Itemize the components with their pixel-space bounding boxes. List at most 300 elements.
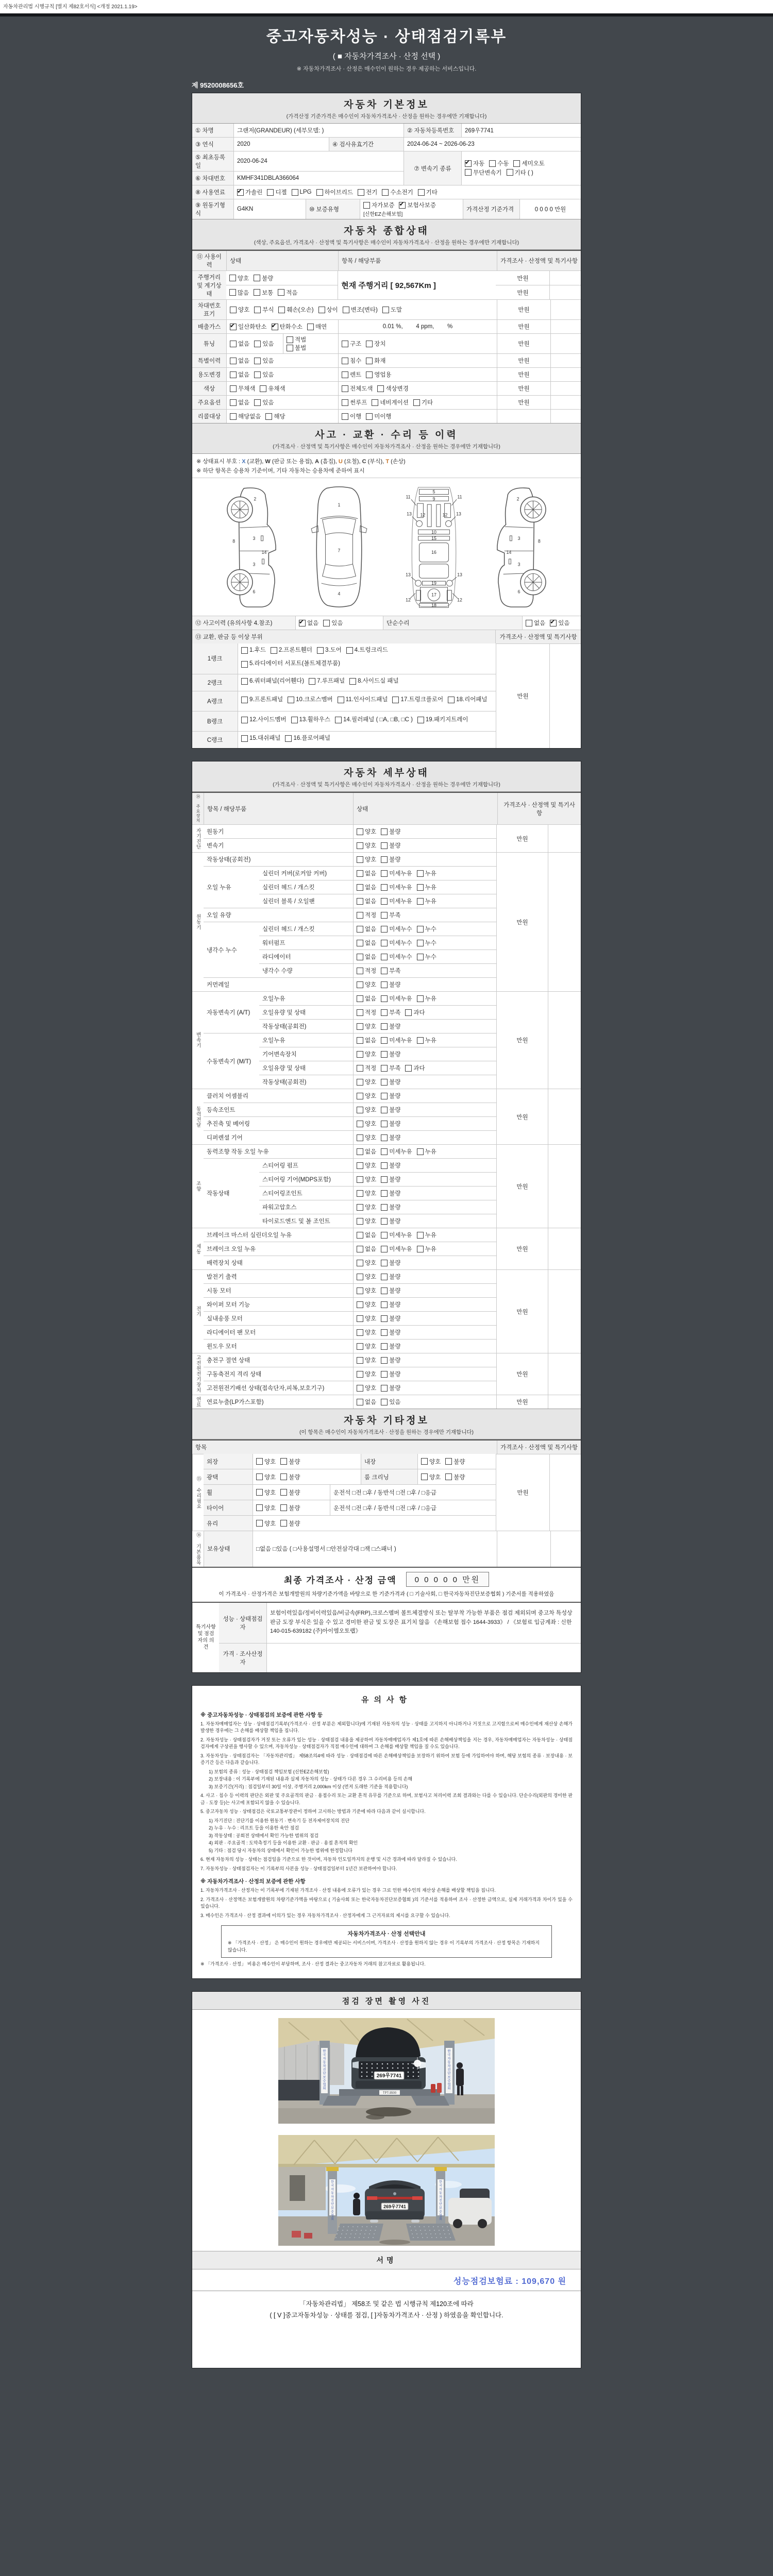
checkbox-option[interactable]: [342, 340, 361, 348]
checkbox-option[interactable]: [357, 1328, 376, 1336]
checkbox-icon[interactable]: [445, 1473, 452, 1480]
checkbox-option[interactable]: [254, 398, 274, 406]
checkbox-option[interactable]: [381, 841, 400, 850]
checkbox-icon[interactable]: [357, 940, 363, 946]
checkbox-option[interactable]: [357, 897, 376, 905]
checkbox-option[interactable]: [357, 1300, 376, 1309]
checkbox-icon[interactable]: [342, 341, 348, 347]
checkbox-option[interactable]: [342, 398, 367, 406]
checkbox-icon[interactable]: [381, 1065, 388, 1072]
checkbox-option[interactable]: [299, 619, 318, 627]
checkbox-icon[interactable]: [363, 202, 370, 209]
checkbox-option[interactable]: [346, 645, 388, 656]
checkbox-icon[interactable]: [381, 1079, 388, 1086]
checkbox-icon[interactable]: [357, 1121, 363, 1127]
checkbox-icon[interactable]: [381, 898, 388, 905]
checkbox-icon[interactable]: [280, 1473, 287, 1480]
checkbox-option[interactable]: [342, 357, 361, 365]
checkbox-option[interactable]: [357, 1217, 376, 1225]
checkbox-option[interactable]: [317, 645, 342, 656]
checkbox-icon[interactable]: [381, 828, 388, 835]
checkbox-icon[interactable]: [254, 399, 261, 406]
checkbox-option[interactable]: [241, 676, 304, 687]
checkbox-option[interactable]: [241, 733, 280, 744]
checkbox-option[interactable]: [465, 168, 502, 177]
checkbox-icon[interactable]: [357, 1329, 363, 1336]
checkbox-option[interactable]: [445, 1458, 465, 1466]
checkbox-option[interactable]: [381, 1161, 400, 1170]
checkbox-icon[interactable]: [381, 1176, 388, 1183]
checkbox-option[interactable]: [363, 201, 394, 209]
checkbox-icon[interactable]: [372, 399, 378, 406]
checkbox-icon[interactable]: [417, 1246, 424, 1252]
checkbox-option[interactable]: [241, 715, 287, 726]
checkbox-option[interactable]: [230, 384, 255, 393]
checkbox-option[interactable]: [323, 619, 343, 627]
checkbox-option[interactable]: [526, 619, 545, 627]
checked-checkbox-icon[interactable]: [550, 620, 557, 626]
checkbox-option[interactable]: [372, 398, 409, 406]
checkbox-option[interactable]: [271, 645, 312, 656]
checkbox-icon[interactable]: [357, 1399, 363, 1405]
checkbox-icon[interactable]: [366, 371, 373, 378]
checkbox-icon[interactable]: [357, 981, 363, 988]
checkbox-icon[interactable]: [230, 341, 237, 347]
checkbox-icon[interactable]: [417, 954, 424, 960]
checkbox-option[interactable]: [241, 694, 283, 706]
checkbox-icon[interactable]: [381, 1190, 388, 1197]
checkbox-option[interactable]: [417, 715, 468, 726]
checkbox-icon[interactable]: [381, 1371, 388, 1378]
checkbox-icon[interactable]: [421, 1458, 428, 1465]
checkbox-option[interactable]: [288, 694, 333, 706]
checkbox-icon[interactable]: [381, 856, 388, 863]
checkbox-icon[interactable]: [346, 647, 353, 654]
checkbox-option[interactable]: [381, 869, 412, 877]
checkbox-icon[interactable]: [366, 413, 373, 420]
checkbox-icon[interactable]: [413, 399, 420, 406]
checkbox-option[interactable]: [230, 340, 249, 348]
checkbox-icon[interactable]: [288, 697, 294, 703]
checkbox-icon[interactable]: [381, 912, 388, 919]
checkbox-icon[interactable]: [292, 189, 298, 196]
checkbox-option[interactable]: [292, 189, 312, 196]
checkbox-option[interactable]: [265, 412, 285, 420]
checkbox-option[interactable]: [357, 1050, 376, 1058]
checkbox-icon[interactable]: [381, 995, 388, 1002]
checkbox-option[interactable]: [381, 1203, 400, 1211]
checkbox-icon[interactable]: [381, 1274, 388, 1280]
checkbox-option[interactable]: [381, 1370, 400, 1378]
checkbox-option[interactable]: [381, 1300, 400, 1309]
checkbox-option[interactable]: [448, 694, 487, 706]
checkbox-icon[interactable]: [381, 1357, 388, 1364]
checkbox-icon[interactable]: [285, 735, 292, 742]
checkbox-option[interactable]: [381, 1384, 400, 1392]
checkbox-option[interactable]: [357, 1189, 376, 1197]
checkbox-icon[interactable]: [417, 1148, 424, 1155]
checkbox-icon[interactable]: [280, 1520, 287, 1527]
checkbox-option[interactable]: [357, 1286, 376, 1295]
checkbox-icon[interactable]: [357, 1134, 363, 1141]
checkbox-icon[interactable]: [342, 385, 348, 392]
checkbox-option[interactable]: [256, 1473, 276, 1481]
checkbox-option[interactable]: [291, 715, 330, 726]
checked-checkbox-icon[interactable]: [230, 324, 237, 330]
checkbox-option[interactable]: [413, 398, 433, 406]
checkbox-icon[interactable]: [357, 1260, 363, 1266]
checkbox-option[interactable]: [357, 1147, 376, 1156]
checkbox-option[interactable]: [405, 1064, 425, 1072]
checkbox-option[interactable]: [229, 274, 249, 282]
checkbox-option[interactable]: [417, 939, 436, 947]
checkbox-option[interactable]: [381, 1078, 400, 1086]
checkbox-icon[interactable]: [381, 1204, 388, 1211]
checkbox-icon[interactable]: [357, 1162, 363, 1169]
checkbox-icon[interactable]: [465, 169, 472, 176]
checkbox-option[interactable]: [230, 323, 267, 331]
checkbox-option[interactable]: [381, 1286, 400, 1295]
checkbox-option[interactable]: [287, 344, 306, 352]
checkbox-icon[interactable]: [256, 1520, 263, 1527]
checkbox-option[interactable]: [381, 1259, 400, 1267]
checkbox-icon[interactable]: [230, 399, 237, 406]
checkbox-option[interactable]: [418, 188, 438, 196]
checkbox-option[interactable]: [254, 289, 273, 297]
checkbox-option[interactable]: [381, 1245, 412, 1253]
checkbox-option[interactable]: [357, 1133, 376, 1142]
checkbox-option[interactable]: [256, 1488, 276, 1497]
checkbox-icon[interactable]: [381, 1301, 388, 1308]
checkbox-icon[interactable]: [357, 1371, 363, 1378]
checkbox-icon[interactable]: [381, 1315, 388, 1322]
checkbox-icon[interactable]: [229, 289, 236, 296]
checkbox-option[interactable]: [381, 1175, 400, 1183]
checkbox-icon[interactable]: [357, 898, 363, 905]
checkbox-icon[interactable]: [271, 647, 277, 654]
checkbox-option[interactable]: [382, 306, 402, 314]
checkbox-icon[interactable]: [392, 697, 399, 703]
checkbox-option[interactable]: [381, 1050, 400, 1058]
checkbox-icon[interactable]: [309, 678, 315, 685]
checkbox-icon[interactable]: [280, 1504, 287, 1511]
checkbox-icon[interactable]: [357, 1218, 363, 1225]
checkbox-option[interactable]: [465, 159, 484, 167]
checkbox-option[interactable]: [256, 1519, 276, 1528]
checkbox-icon[interactable]: [381, 1121, 388, 1127]
checkbox-option[interactable]: [230, 398, 249, 406]
checkbox-icon[interactable]: [357, 1051, 363, 1058]
checkbox-option[interactable]: [357, 841, 376, 850]
checkbox-icon[interactable]: [417, 884, 424, 891]
checkbox-option[interactable]: [357, 1384, 376, 1392]
checkbox-option[interactable]: [405, 1008, 425, 1016]
checkbox-icon[interactable]: [256, 1458, 263, 1465]
checkbox-option[interactable]: [357, 1078, 376, 1086]
checkbox-option[interactable]: [417, 869, 436, 877]
checkbox-icon[interactable]: [381, 1107, 388, 1113]
checkbox-icon[interactable]: [357, 870, 363, 877]
checkbox-icon[interactable]: [357, 842, 363, 849]
checkbox-icon[interactable]: [260, 385, 266, 392]
checkbox-icon[interactable]: [230, 307, 237, 313]
checkbox-option[interactable]: [417, 1245, 436, 1253]
checkbox-option[interactable]: [421, 1473, 441, 1481]
checkbox-option[interactable]: [382, 188, 413, 196]
checkbox-icon[interactable]: [230, 385, 237, 392]
checkbox-icon[interactable]: [381, 1218, 388, 1225]
checkbox-option[interactable]: [417, 953, 436, 961]
checkbox-option[interactable]: [357, 925, 376, 933]
checkbox-option[interactable]: [381, 925, 412, 933]
checkbox-icon[interactable]: [287, 345, 293, 351]
checkbox-icon[interactable]: [291, 717, 298, 723]
checkbox-icon[interactable]: [357, 954, 363, 960]
checkbox-option[interactable]: [381, 1064, 400, 1072]
checkbox-option[interactable]: [278, 306, 313, 314]
checkbox-option[interactable]: [357, 1314, 376, 1323]
checkbox-icon[interactable]: [342, 399, 348, 406]
checkbox-icon[interactable]: [254, 371, 261, 378]
checkbox-option[interactable]: [417, 897, 436, 905]
checkbox-option[interactable]: [381, 1314, 400, 1323]
checkbox-icon[interactable]: [417, 940, 424, 946]
checked-checkbox-icon[interactable]: [465, 160, 472, 167]
checkbox-icon[interactable]: [349, 678, 356, 685]
checkbox-icon[interactable]: [381, 1343, 388, 1350]
checkbox-icon[interactable]: [357, 1385, 363, 1392]
checkbox-option[interactable]: [381, 1133, 400, 1142]
checkbox-option[interactable]: [357, 1273, 376, 1281]
checkbox-option[interactable]: [489, 159, 509, 167]
checkbox-icon[interactable]: [357, 828, 363, 835]
checkbox-option[interactable]: [381, 897, 412, 905]
checkbox-option[interactable]: [357, 1370, 376, 1378]
checkbox-option[interactable]: [287, 335, 306, 344]
checkbox-icon[interactable]: [357, 1204, 363, 1211]
checkbox-icon[interactable]: [382, 189, 389, 196]
checkbox-icon[interactable]: [357, 856, 363, 863]
checkbox-option[interactable]: [417, 925, 436, 933]
checkbox-option[interactable]: [230, 412, 261, 420]
checkbox-icon[interactable]: [241, 735, 248, 742]
checkbox-icon[interactable]: [241, 678, 248, 685]
checkbox-option[interactable]: [272, 323, 303, 331]
checkbox-option[interactable]: [357, 994, 376, 1003]
checkbox-icon[interactable]: [381, 1093, 388, 1099]
checkbox-icon[interactable]: [448, 697, 455, 703]
checkbox-icon[interactable]: [307, 324, 314, 330]
checkbox-icon[interactable]: [357, 1009, 363, 1016]
checkbox-icon[interactable]: [241, 717, 248, 723]
checkbox-icon[interactable]: [256, 1473, 263, 1480]
checkbox-option[interactable]: [342, 412, 361, 420]
checkbox-icon[interactable]: [342, 358, 348, 364]
checkbox-option[interactable]: [381, 1120, 400, 1128]
checkbox-icon[interactable]: [357, 1287, 363, 1294]
checkbox-option[interactable]: [357, 1092, 376, 1100]
checkbox-option[interactable]: [381, 953, 412, 961]
checkbox-option[interactable]: [256, 1458, 276, 1466]
checkbox-icon[interactable]: [278, 289, 284, 296]
checkbox-icon[interactable]: [381, 1329, 388, 1336]
checkbox-icon[interactable]: [366, 358, 373, 364]
checkbox-option[interactable]: [357, 1036, 376, 1044]
checkbox-icon[interactable]: [417, 898, 424, 905]
checkbox-icon[interactable]: [280, 1489, 287, 1496]
checkbox-option[interactable]: [357, 1356, 376, 1364]
checkbox-icon[interactable]: [335, 717, 342, 723]
checkbox-option[interactable]: [237, 188, 262, 196]
checkbox-option[interactable]: [381, 1356, 400, 1364]
checkbox-option[interactable]: [343, 306, 378, 314]
checkbox-icon[interactable]: [381, 940, 388, 946]
checkbox-icon[interactable]: [254, 289, 260, 296]
checkbox-icon[interactable]: [381, 1385, 388, 1392]
checkbox-icon[interactable]: [254, 341, 261, 347]
checkbox-icon[interactable]: [381, 1232, 388, 1239]
checkbox-option[interactable]: [229, 289, 249, 297]
checkbox-option[interactable]: [357, 1022, 376, 1030]
checkbox-icon[interactable]: [526, 620, 532, 626]
checkbox-icon[interactable]: [317, 647, 324, 654]
checkbox-option[interactable]: [381, 994, 412, 1003]
checked-checkbox-icon[interactable]: [399, 202, 406, 209]
checkbox-option[interactable]: [309, 676, 345, 687]
checkbox-icon[interactable]: [357, 884, 363, 891]
checkbox-icon[interactable]: [230, 413, 237, 420]
checkbox-option[interactable]: [381, 1231, 412, 1239]
checkbox-icon[interactable]: [381, 1287, 388, 1294]
checkbox-option[interactable]: [357, 939, 376, 947]
checkbox-icon[interactable]: [357, 1148, 363, 1155]
checkbox-icon[interactable]: [405, 1009, 412, 1016]
checkbox-option[interactable]: [230, 306, 249, 314]
checkbox-option[interactable]: [318, 306, 338, 314]
checkbox-icon[interactable]: [265, 413, 272, 420]
checkbox-icon[interactable]: [357, 1232, 363, 1239]
checkbox-option[interactable]: [357, 1203, 376, 1211]
checkbox-option[interactable]: [357, 967, 376, 975]
checkbox-icon[interactable]: [513, 160, 520, 167]
checkbox-icon[interactable]: [381, 1023, 388, 1030]
checkbox-icon[interactable]: [357, 1190, 363, 1197]
checkbox-icon[interactable]: [357, 1301, 363, 1308]
checkbox-icon[interactable]: [357, 912, 363, 919]
checkbox-option[interactable]: [377, 384, 408, 393]
checkbox-option[interactable]: [335, 715, 413, 726]
checkbox-icon[interactable]: [280, 1458, 287, 1465]
checkbox-option[interactable]: [381, 1092, 400, 1100]
checkbox-option[interactable]: [285, 733, 330, 744]
checkbox-icon[interactable]: [342, 371, 348, 378]
checkbox-icon[interactable]: [316, 189, 323, 196]
checkbox-icon[interactable]: [357, 995, 363, 1002]
checkbox-icon[interactable]: [254, 307, 261, 313]
checkbox-option[interactable]: [357, 1161, 376, 1170]
checkbox-option[interactable]: [254, 370, 274, 379]
checkbox-icon[interactable]: [357, 1093, 363, 1099]
checkbox-option[interactable]: [267, 188, 287, 196]
checkbox-icon[interactable]: [357, 1023, 363, 1030]
checkbox-option[interactable]: [357, 911, 376, 919]
checkbox-icon[interactable]: [256, 1504, 263, 1511]
checkbox-option[interactable]: [342, 370, 361, 379]
checkbox-option[interactable]: [280, 1458, 300, 1466]
checkbox-option[interactable]: [357, 883, 376, 891]
checkbox-option[interactable]: [241, 658, 340, 670]
checkbox-icon[interactable]: [381, 1051, 388, 1058]
checkbox-option[interactable]: [358, 188, 377, 196]
checkbox-icon[interactable]: [287, 336, 293, 343]
checkbox-icon[interactable]: [381, 981, 388, 988]
checkbox-option[interactable]: [366, 340, 385, 348]
checkbox-icon[interactable]: [357, 1176, 363, 1183]
checkbox-option[interactable]: [381, 980, 400, 989]
checkbox-option[interactable]: [381, 883, 412, 891]
checkbox-option[interactable]: [507, 168, 533, 177]
checkbox-option[interactable]: [280, 1519, 300, 1528]
checkbox-option[interactable]: [230, 370, 249, 379]
checkbox-icon[interactable]: [417, 870, 424, 877]
checkbox-option[interactable]: [278, 289, 297, 297]
checkbox-option[interactable]: [307, 323, 327, 331]
checkbox-icon[interactable]: [278, 307, 285, 313]
checkbox-icon[interactable]: [358, 189, 364, 196]
checkbox-option[interactable]: [338, 694, 388, 706]
checkbox-icon[interactable]: [241, 697, 248, 703]
checkbox-option[interactable]: [254, 306, 274, 314]
checkbox-option[interactable]: [357, 980, 376, 989]
checkbox-option[interactable]: [316, 188, 354, 196]
checkbox-option[interactable]: [550, 619, 569, 627]
checkbox-option[interactable]: [381, 1008, 400, 1016]
checkbox-option[interactable]: [392, 694, 443, 706]
checkbox-icon[interactable]: [381, 1246, 388, 1252]
checkbox-icon[interactable]: [445, 1458, 452, 1465]
checkbox-icon[interactable]: [254, 275, 260, 281]
checkbox-option[interactable]: [381, 967, 400, 975]
checkbox-icon[interactable]: [357, 1343, 363, 1350]
checkbox-icon[interactable]: [381, 1009, 388, 1016]
checkbox-icon[interactable]: [417, 926, 424, 933]
checkbox-option[interactable]: [381, 911, 400, 919]
checkbox-icon[interactable]: [357, 1274, 363, 1280]
checkbox-option[interactable]: [357, 1231, 376, 1239]
checkbox-icon[interactable]: [417, 995, 424, 1002]
checkbox-option[interactable]: [381, 1189, 400, 1197]
checkbox-icon[interactable]: [256, 1489, 263, 1496]
checkbox-option[interactable]: [357, 1120, 376, 1128]
checkbox-icon[interactable]: [357, 1357, 363, 1364]
checkbox-icon[interactable]: [381, 1162, 388, 1169]
checkbox-option[interactable]: [357, 1342, 376, 1350]
checkbox-option[interactable]: [280, 1473, 300, 1481]
checkbox-icon[interactable]: [381, 1134, 388, 1141]
checkbox-option[interactable]: [366, 357, 385, 365]
checkbox-option[interactable]: [366, 412, 391, 420]
checkbox-option[interactable]: [381, 1106, 400, 1114]
checkbox-icon[interactable]: [381, 1037, 388, 1044]
checkbox-option[interactable]: [381, 1398, 400, 1406]
checkbox-icon[interactable]: [377, 385, 384, 392]
checkbox-option[interactable]: [417, 994, 436, 1003]
checkbox-option[interactable]: [357, 1259, 376, 1267]
checkbox-option[interactable]: [357, 869, 376, 877]
checkbox-icon[interactable]: [489, 160, 496, 167]
checkbox-option[interactable]: [366, 370, 391, 379]
checkbox-option[interactable]: [381, 1147, 412, 1156]
